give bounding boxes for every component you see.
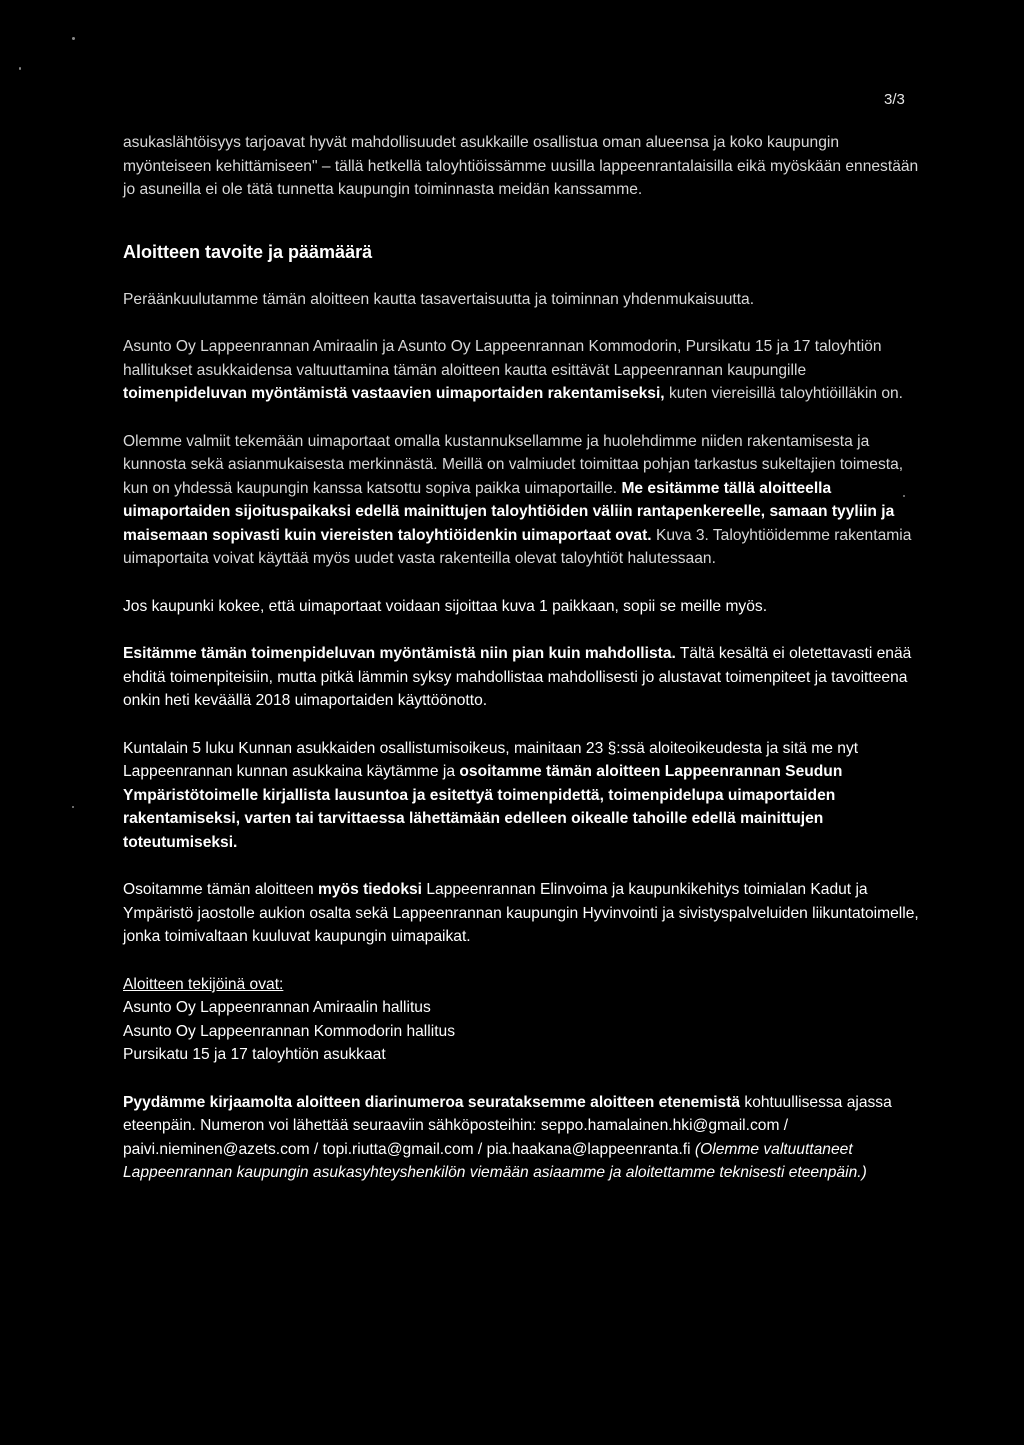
paragraph-goal: Peräänkuulutamme tämän aloitteen kautta tasavertaisuutta ja toiminnan yhdenmukaisuutta. xyxy=(123,290,755,308)
paragraph-intro: asukaslähtöisyys tarjoavat hyvät mahdollisuudet asukkaille osallistua oman alueensa ja koko kaupungin myönteiseen kehittämiseen" – tällä hetkellä taloyhtiöissämme uusilla lappeenrantalaisilla eikä myöskään ennestään jo asuneilla ei ole tätä tunnetta kaupungin toiminnasta meidän kanssamme. xyxy=(123,134,919,198)
proposal-tail: kuten viereisillä taloyhtiöilläkin on. xyxy=(664,385,904,402)
legal-text: Kuntalain 5 luku Kunnan asukkaiden osallistumisoikeus, mainitaan 23 §:ssä aloiteoikeudesta ja sitä me nyt Lappeenrannan kunnan asukkaina käytämme ja xyxy=(123,739,859,780)
paragraph-timing xyxy=(123,642,923,713)
document-body xyxy=(123,131,923,1185)
paragraph-legal xyxy=(123,737,923,855)
section-heading: Aloitteen tavoite ja päämäärä xyxy=(123,241,373,262)
scan-speck xyxy=(72,37,75,40)
scan-speck xyxy=(72,806,74,808)
request-bold: Pyydämme kirjaamolta aloitteen diarinumeroa seurataksemme aloitteen etenemistä xyxy=(123,1093,741,1111)
page-number: 3/3 xyxy=(884,91,905,108)
initiators-block xyxy=(123,973,923,1067)
initiator-line: Asunto Oy Lappeenrannan Kommodorin hallitus xyxy=(123,1022,456,1040)
commitment-bold: Me esitämme tällä aloitteella uimaportaiden sijoituspaikaksi edellä mainittujen taloyhtiöiden väliin rantapenkereelle, samaan tyyliin ja maisemaan sopivasti kuin viereisten taloyhtiöidenkin uimaportaat ovat. xyxy=(123,479,895,544)
request-text: kohtuullisessa ajassa eteenpäin. Numeron voi lähettää seuraaviin sähköposteihin: seppo.hamalainen.hki@gmail.com / paivi.nieminen@azets.com / topi.riutta@gmail.com / pia.haakana@lappeenranta.fi xyxy=(123,1093,892,1158)
commitment-text: Olemme valmiit tekemään uimaportaat omalla kustannuksellamme ja huolehdimme niiden rakentamisesta ja kunnosta sekä asianmukaisesta merkinnästä. Meillä on valmiudet toimittaa pohjan tarkastus sukeltajien toimesta, kun on yhdessä kaupungin kanssa katsottu sopiva paikka uimaportaille. xyxy=(123,432,904,497)
notice-text: Osoitamme tämän aloitteen xyxy=(123,881,319,898)
scan-speck xyxy=(19,67,21,70)
timing-text: Tältä kesältä ei oletettavasti enää ehditä toimenpiteisiin, mutta pitkä lämmin syksy mahdollistaa mahdollisesti jo alustavat toimenpiteet ja tavoitteena onkin heti keväällä 2018 uimaportaiden käyttöönotto. xyxy=(123,645,912,709)
paragraph-proposal xyxy=(123,335,923,406)
timing-bold: Esitämme tämän toimenpideluvan myöntämistä niin pian kuin mahdollista. xyxy=(123,645,676,662)
proposal-text: Asunto Oy Lappeenrannan Amiraalin ja Asunto Oy Lappeenrannan Kommodorin, Pursikatu 15 ja 17 taloyhtiön hallitukset asukkaidensa valtuuttamina tämän aloitteen kautta esittävät Lappeenrannan kaupungille xyxy=(123,338,882,379)
paragraph-notice xyxy=(123,878,923,949)
paragraph-commitment xyxy=(123,430,923,571)
notice-tail: Lappeenrannan Elinvoima ja kaupunkikehitys toimialan Kadut ja Ympäristö jaostolle aukion osalta sekä Lappeenrannan kaupungin Hyvinvointi ja sivistyspalveluiden liikuntatoimelle, jonka toimivaltaan kuuluvat kaupungin uimapaikat. xyxy=(123,881,919,945)
commitment-tail: Kuva 3. Taloyhtiöidemme rakentamia uimaportaita voivat käyttää myös uudet vasta rakenteilla olevat taloyhtiöt halutessaan. xyxy=(123,526,912,567)
initiator-line: Pursikatu 15 ja 17 taloyhtiön asukkaat xyxy=(123,1046,386,1063)
paragraph-alternative: Jos kaupunki kokee, että uimaportaat voidaan sijoittaa kuva 1 paikkaan, sopii se meille myös. xyxy=(123,597,768,615)
paragraph-request xyxy=(123,1091,923,1185)
initiators-title: Aloitteen tekijöinä ovat: xyxy=(123,975,284,993)
legal-bold: osoitamme tämän aloitteen Lappeenrannan Seudun Ympäristötoimelle kirjallista lausuntoa ja esitettyä toimenpidettä, toimenpidelupa uimaportaiden rakentamiseksi, varten tai tarvittaessa lähettämään edelleen oikealle tahoille edellä mainittujen toteutumiseksi. xyxy=(123,763,843,851)
initiator-line: Asunto Oy Lappeenrannan Amiraalin hallitus xyxy=(123,999,431,1016)
proposal-bold: toimenpideluvan myöntämistä vastaavien uimaportaiden rakentamiseksi, xyxy=(123,385,665,402)
notice-bold: myös tiedoksi xyxy=(318,881,423,898)
request-italic: (Olemme valtuuttaneet Lappeenrannan kaupungin asukasyhteyshenkilön viemään asiaamme ja aloitettamme teknisesti eteenpäin.) xyxy=(123,1140,867,1181)
